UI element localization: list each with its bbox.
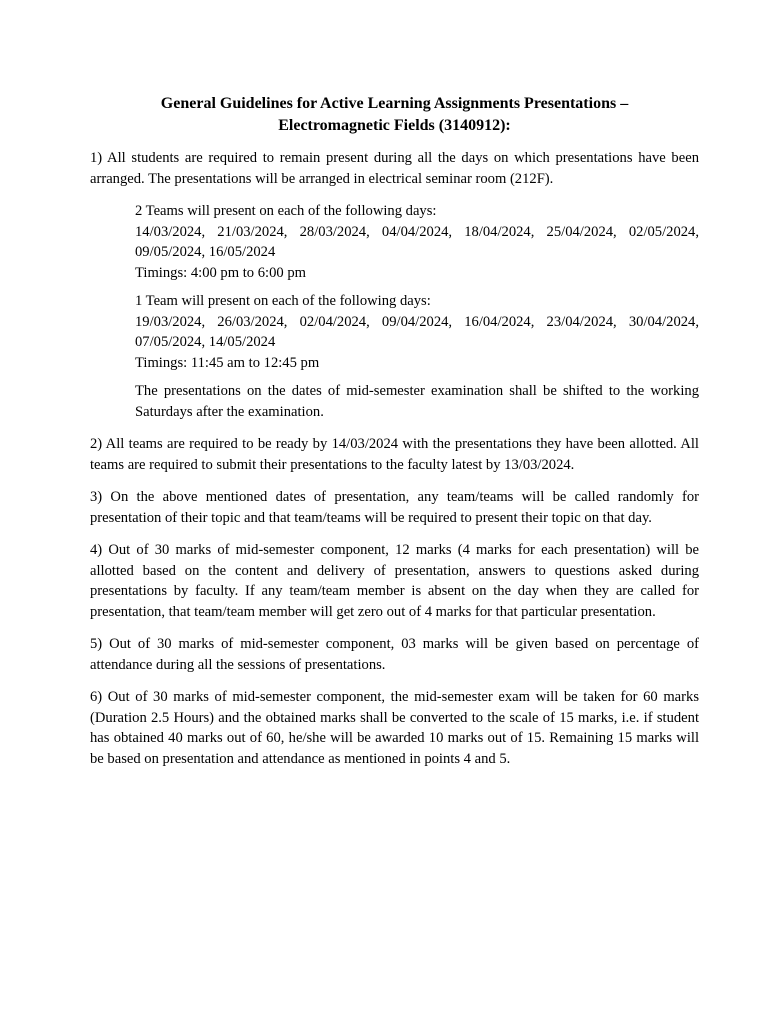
guideline-point-2: 2) All teams are required to be ready by 14/03/2024 with the presentations they have been allotted. All teams are required to submit their presentations to the faculty latest by 13/03/2024. (90, 436, 699, 473)
schedule-one-team (135, 291, 699, 373)
schedule-one-team-heading: 1 Team will present on each of the following days: (135, 293, 431, 309)
schedule-two-teams-heading: 2 Teams will present on each of the following days: (135, 203, 437, 219)
guideline-point-4: 4) Out of 30 marks of mid-semester component, 12 marks (4 marks for each presentation) will be allotted based on the content and delivery of presentation, answers to questions asked during presentations by faculty. If any team/team member is absent on the day when they are called for presentation, that team/team member will get zero out of 4 marks for that particular presentation. (90, 542, 699, 620)
document-title (90, 93, 699, 137)
schedule-two-teams (135, 201, 699, 283)
schedule-one-team-dates-line-2: 07/05/2024, 14/05/2024 (135, 334, 276, 350)
schedule-two-teams-dates-line-2: 09/05/2024, 16/05/2024 (135, 244, 276, 260)
title-line-1: General Guidelines for Active Learning Assignments Presentations – (160, 95, 629, 112)
schedule-one-team-dates-line-1: 19/03/2024, 26/03/2024, 02/04/2024, 09/04/2024, 16/04/2024, 23/04/2024, 30/04/2024, (135, 313, 699, 330)
guideline-point-6: 6) Out of 30 marks of mid-semester component, the mid-semester exam will be taken for 60 marks (Duration 2.5 Hours) and the obtained marks shall be converted to the scale of 15 marks, i.e. if student has obtained 40 marks out of 60, he/she will be awarded 10 marks out of 15. Remaining 15 marks will be based on presentation and attendance as mentioned in points 4 and 5. (90, 689, 699, 767)
schedule-shift-note: The presentations on the dates of mid-semester examination shall be shifted to the working Saturdays after the examination. (135, 383, 699, 420)
guideline-point-1: 1) All students are required to remain present during all the days on which presentations have been arranged. The presentations will be arranged in electrical seminar room (212F). (90, 150, 699, 187)
schedule-two-teams-timings: Timings: 4:00 pm to 6:00 pm (135, 264, 306, 281)
schedule-two-teams-dates-line-1: 14/03/2024, 21/03/2024, 28/03/2024, 04/04/2024, 18/04/2024, 25/04/2024, 02/05/2024, (135, 223, 699, 240)
guideline-point-5: 5) Out of 30 marks of mid-semester component, 03 marks will be given based on percentage of attendance during all the sessions of presentations. (90, 636, 699, 673)
title-line-2: Electromagnetic Fields (3140912): (278, 117, 511, 134)
schedule-one-team-timings: Timings: 11:45 am to 12:45 pm (135, 354, 320, 371)
guideline-point-3: 3) On the above mentioned dates of presentation, any team/teams will be called randomly for presentation of their topic and that team/teams will be required to present their topic on that day. (90, 489, 699, 526)
presentation-schedule (135, 201, 699, 422)
